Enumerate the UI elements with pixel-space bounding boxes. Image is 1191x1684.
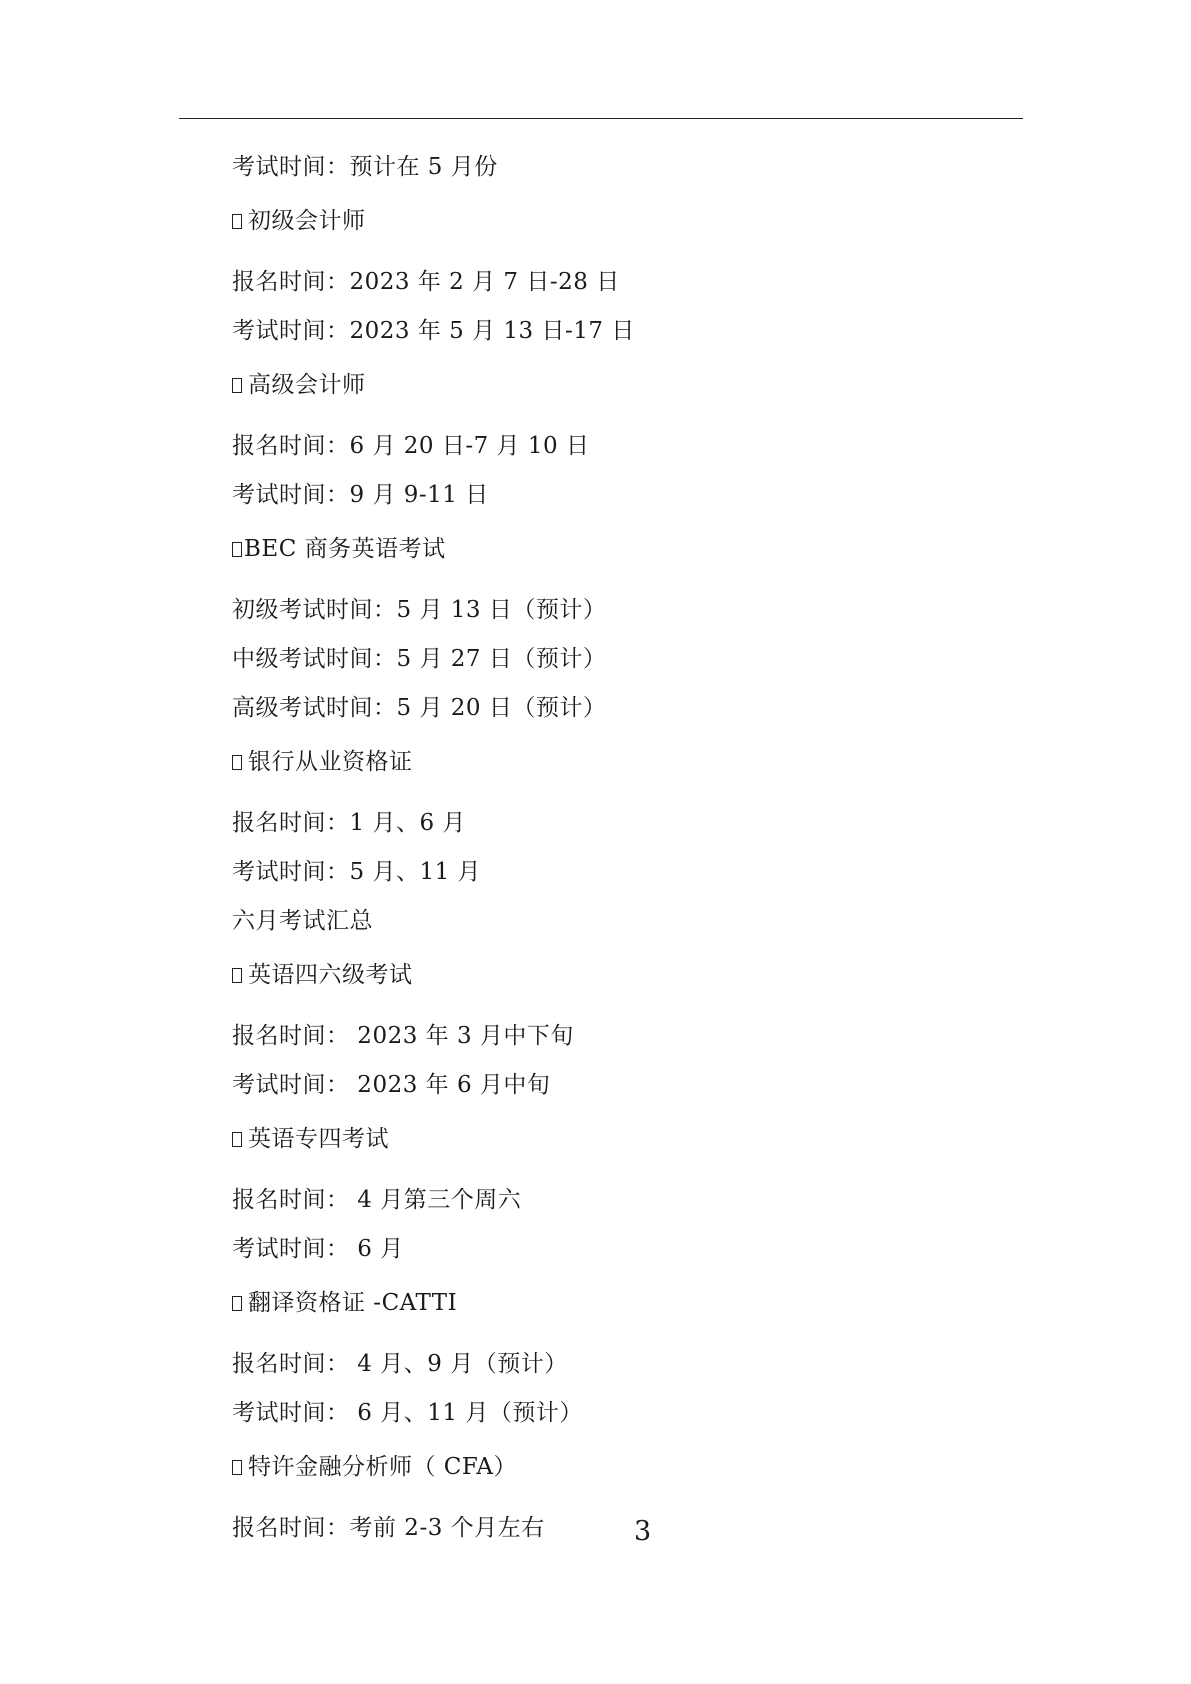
bullet-box-icon	[232, 755, 242, 770]
page-number: 3	[634, 1516, 652, 1547]
text-line	[232, 1021, 574, 1051]
section-heading	[232, 534, 446, 564]
heading-text: 英语四六级考试	[248, 962, 413, 988]
text-line	[232, 267, 620, 297]
line-text: 报名时间：2023 年 2 月 7 日-28 日	[232, 269, 620, 295]
line-text: 考试时间：5 月、11 月	[232, 859, 482, 885]
text-line	[232, 857, 481, 887]
line-text: 考试时间：预计在 5 月份	[232, 154, 498, 180]
line-text: 六月考试汇总	[232, 908, 373, 934]
heading-text: BEC 商务英语考试	[244, 536, 446, 562]
text-line	[232, 644, 606, 674]
heading-text: 银行从业资格证	[248, 749, 413, 775]
section-heading	[232, 747, 413, 777]
line-text: 初级考试时间：5 月 13 日（预计）	[232, 597, 607, 623]
bullet-box-icon	[232, 1460, 242, 1475]
bullet-box-icon	[232, 1132, 242, 1147]
line-text: 报名时间： 4 月、9 月（预计）	[232, 1351, 568, 1377]
line-text: 报名时间：6 月 20 日-7 月 10 日	[232, 433, 590, 459]
line-text: 考试时间： 2023 年 6 月中旬	[232, 1072, 551, 1098]
bullet-box-icon	[232, 1296, 242, 1311]
line-text: 考试时间： 6 月、11 月（预计）	[232, 1400, 583, 1426]
line-text: 报名时间：考前 2-3 个月左右	[232, 1515, 545, 1541]
line-text: 考试时间：9 月 9-11 日	[232, 482, 489, 508]
heading-text: 高级会计师	[248, 372, 366, 398]
text-line	[232, 1070, 550, 1100]
line-text: 报名时间： 4 月第三个周六	[232, 1187, 522, 1213]
section-heading	[232, 206, 366, 236]
bullet-box-icon	[232, 378, 242, 393]
text-line	[232, 1398, 583, 1428]
text-line	[232, 1513, 545, 1543]
heading-text: 翻译资格证 -CATTI	[248, 1290, 458, 1316]
section-heading	[232, 1124, 389, 1154]
section-heading	[232, 1452, 517, 1482]
line-text: 报名时间：1 月、6 月	[232, 810, 466, 836]
text-line	[232, 808, 466, 838]
bullet-box-icon	[232, 968, 242, 983]
section-heading	[232, 960, 413, 990]
text-line	[232, 1349, 568, 1379]
heading-text: 英语专四考试	[248, 1126, 389, 1152]
heading-text: 特许金融分析师（ CFA）	[248, 1454, 517, 1480]
bullet-box-icon	[232, 542, 242, 557]
text-line	[232, 595, 606, 625]
heading-text: 初级会计师	[248, 208, 366, 234]
text-line	[232, 431, 589, 461]
line-text: 考试时间： 6 月	[232, 1236, 404, 1262]
section-heading	[232, 1288, 457, 1318]
line-text: 中级考试时间：5 月 27 日（预计）	[232, 646, 607, 672]
text-line	[232, 693, 606, 723]
header-rule	[179, 118, 1023, 119]
section-heading	[232, 370, 366, 400]
text-line	[232, 1234, 404, 1264]
text-line	[232, 316, 635, 346]
subtitle-line	[232, 906, 373, 936]
line-text: 报名时间： 2023 年 3 月中下旬	[232, 1023, 574, 1049]
bullet-box-icon	[232, 214, 242, 229]
text-line	[232, 152, 498, 182]
line-text: 考试时间：2023 年 5 月 13 日-17 日	[232, 318, 635, 344]
line-text: 高级考试时间：5 月 20 日（预计）	[232, 695, 607, 721]
text-line	[232, 1185, 521, 1215]
text-line	[232, 480, 489, 510]
